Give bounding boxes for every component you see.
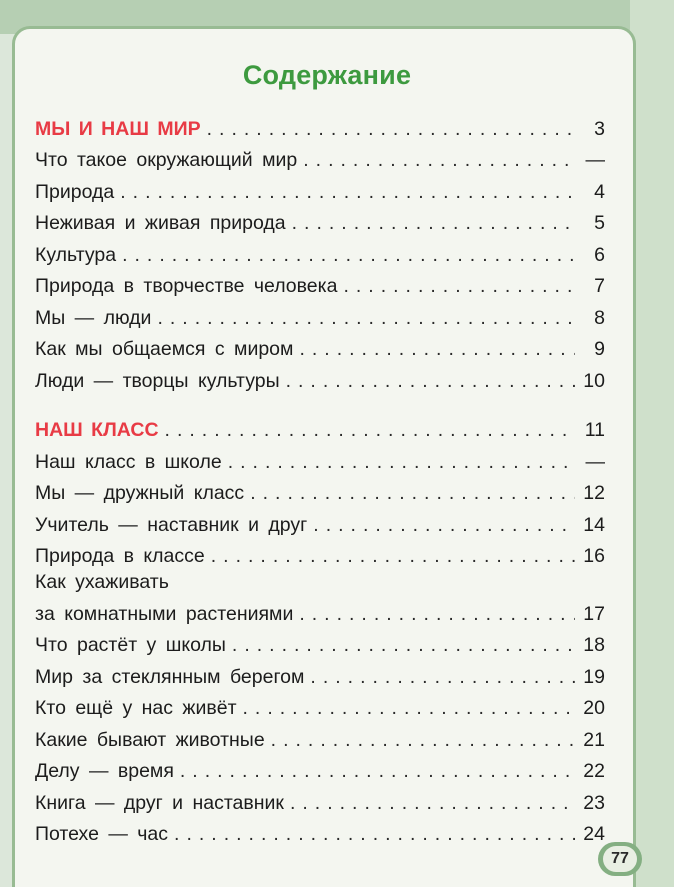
toc-entry[interactable]	[35, 756, 605, 788]
toc-entry[interactable]	[35, 446, 605, 478]
toc-entry[interactable]	[35, 787, 605, 819]
toc-entry-page: 3	[594, 117, 605, 140]
toc-entry-title: Неживая и живая природа	[35, 212, 286, 234]
toc-entry-title: за комнатными растениями	[35, 602, 294, 625]
toc-entry-page: 23	[583, 791, 605, 814]
page-number-badge	[598, 842, 642, 876]
dot-leader	[120, 181, 575, 204]
dot-leader	[122, 244, 575, 267]
dot-leader	[165, 419, 575, 442]
toc-entry-title: Учитель — наставник и друг	[35, 513, 308, 536]
toc-entry-title: НАШ КЛАСС	[35, 419, 159, 441]
dot-leader	[250, 482, 575, 505]
toc-entry-title: Как ухаживать	[35, 571, 169, 593]
toc-entry-page: 21	[583, 728, 605, 751]
toc-entry-title: Мы — дружный класс	[35, 482, 245, 504]
toc-entry-page: 9	[594, 338, 605, 360]
toc-entry-page: 20	[583, 697, 605, 719]
dot-leader	[211, 545, 575, 568]
dot-leader	[157, 307, 575, 330]
dot-leader	[174, 823, 575, 846]
dot-leader	[286, 370, 575, 393]
toc-entry-page: 17	[583, 602, 605, 625]
toc-entry-page: 18	[583, 634, 605, 656]
toc-entry-page: 24	[583, 823, 605, 845]
toc-entry[interactable]	[35, 176, 605, 208]
toc-section-heading[interactable]	[35, 415, 605, 447]
dot-leader	[290, 792, 575, 815]
toc-entry-title: Потехе — час	[35, 823, 169, 845]
right-decor-band	[630, 0, 674, 887]
dot-leader	[180, 760, 575, 783]
toc-entry-page: 7	[594, 275, 605, 297]
toc-entry-title: Какие бывают животные	[35, 728, 265, 751]
toc-entry-title: Мы — люди	[35, 306, 152, 329]
toc-entry[interactable]	[35, 630, 605, 662]
toc-entry[interactable]	[35, 145, 605, 177]
dot-leader	[299, 603, 575, 626]
dot-leader	[303, 149, 575, 172]
dot-leader	[292, 212, 575, 235]
toc-entry[interactable]	[35, 509, 605, 541]
toc-entry-page: 22	[583, 760, 605, 782]
toc-entry-title: Люди — творцы культуры	[35, 369, 280, 392]
dot-leader	[343, 275, 575, 298]
toc-entry[interactable]	[35, 661, 605, 693]
toc-entry-page: 11	[584, 419, 605, 441]
toc-entry[interactable]	[35, 541, 605, 573]
toc-entry-page: —	[585, 450, 605, 473]
toc-entry-title: Природа	[35, 180, 115, 203]
toc-entry-page: 6	[594, 243, 605, 266]
dot-leader	[228, 451, 575, 474]
page-number: 77	[603, 846, 637, 872]
toc-entry[interactable]	[35, 819, 605, 851]
toc-entry-title: Мир за стеклянным берегом	[35, 665, 305, 688]
toc-entry[interactable]	[35, 598, 605, 630]
page-title: Содержание	[242, 60, 412, 90]
toc-entry-first-line[interactable]	[35, 572, 605, 598]
toc-entry[interactable]	[35, 478, 605, 510]
toc-entry-page: 16	[583, 545, 605, 567]
toc-entry-page: 10	[583, 369, 605, 392]
toc-entry-page: 19	[583, 665, 605, 688]
toc-entry-page: 12	[583, 482, 605, 504]
toc-entry[interactable]	[35, 239, 605, 271]
dot-leader	[243, 697, 575, 720]
toc-entry-title: МЫ И НАШ МИР	[35, 117, 201, 140]
contents-panel	[12, 26, 636, 887]
toc-entry[interactable]	[35, 334, 605, 366]
toc-entry-title: Книга — друг и наставник	[35, 791, 284, 814]
toc-entry-title: Природа в творчестве человека	[35, 275, 338, 297]
toc-entry[interactable]	[35, 365, 605, 397]
dot-leader	[310, 666, 575, 689]
toc-entry-title: Культура	[35, 243, 117, 266]
toc-entry-page: 5	[594, 212, 605, 234]
toc-entry-page: —	[585, 149, 605, 171]
toc-entry-title: Кто ещё у нас живёт	[35, 697, 237, 719]
toc-entry-title: Наш класс в школе	[35, 450, 222, 473]
toc-entry-page: 8	[594, 306, 605, 329]
toc-entry-title: Природа в классе	[35, 545, 205, 567]
toc-entry[interactable]	[35, 302, 605, 334]
dot-leader	[271, 729, 575, 752]
toc-entry-title: Что такое окружающий мир	[35, 149, 298, 171]
toc-entry[interactable]	[35, 271, 605, 303]
toc-entry-title: Делу — время	[35, 760, 174, 782]
table-of-contents	[35, 113, 605, 850]
toc-entry[interactable]	[35, 724, 605, 756]
toc-entry[interactable]	[35, 693, 605, 725]
toc-section-heading[interactable]	[35, 113, 605, 145]
toc-entry[interactable]	[35, 208, 605, 240]
toc-entry-page: 14	[583, 513, 605, 536]
toc-entry-page: 4	[594, 180, 605, 203]
dot-leader	[313, 514, 575, 537]
dot-leader	[299, 338, 575, 361]
toc-entry-title: Как мы общаемся с миром	[35, 338, 294, 360]
toc-entry-title: Что растёт у школы	[35, 634, 226, 656]
dot-leader	[207, 118, 575, 141]
dot-leader	[232, 634, 575, 657]
